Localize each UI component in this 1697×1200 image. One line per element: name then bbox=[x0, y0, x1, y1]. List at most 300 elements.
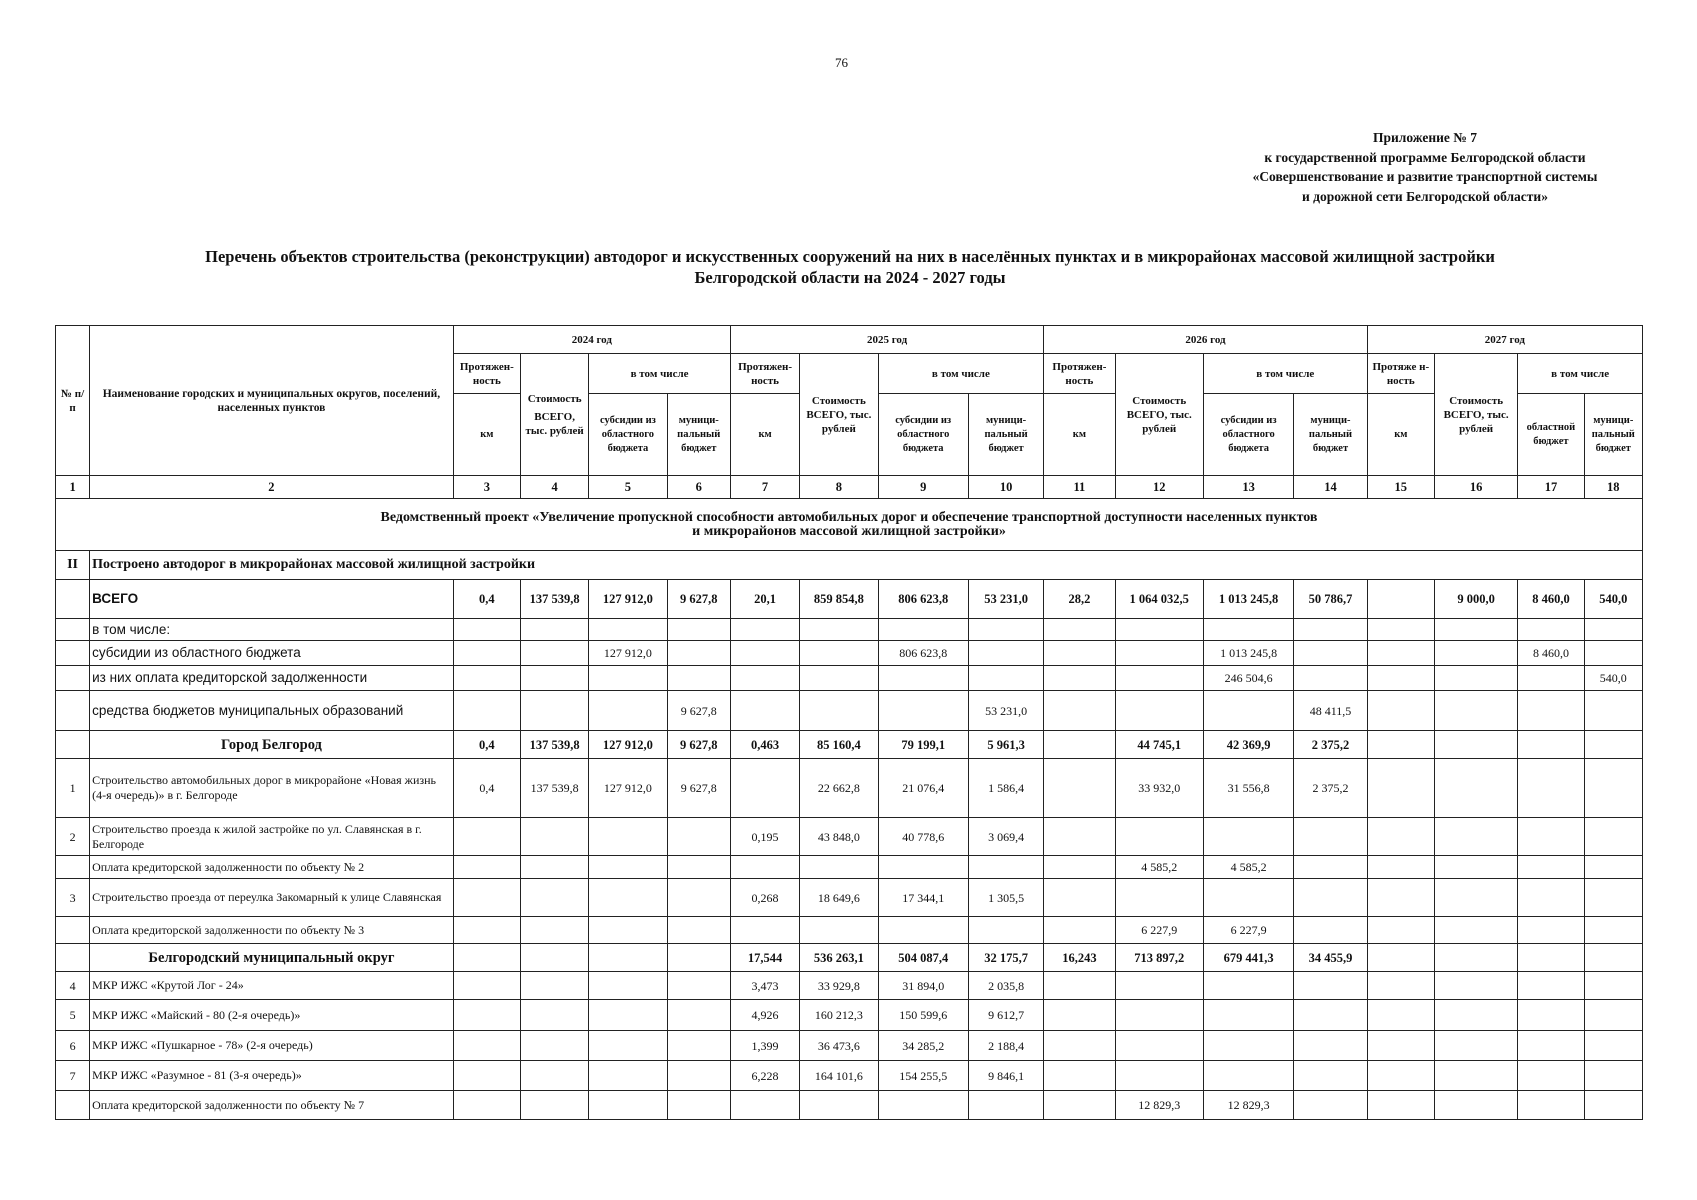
header-incl: в том числе bbox=[878, 354, 1044, 394]
header-subsidy: субсидии из областного бюджета bbox=[878, 394, 968, 476]
value-cell: 85 160,4 bbox=[800, 731, 878, 759]
value-cell bbox=[1367, 1000, 1434, 1031]
appendix-line: «Совершенствование и развитие транспортной системы bbox=[1252, 169, 1598, 184]
value-cell: 137 539,8 bbox=[520, 731, 588, 759]
value-cell: 6,228 bbox=[730, 1061, 799, 1091]
value-cell: 5 961,3 bbox=[968, 731, 1043, 759]
project-line: Ведомственный проект «Увеличение пропускной способности автомобильных дорог и обеспечение транспортной доступности населенных пунктов bbox=[380, 509, 1318, 525]
value-cell bbox=[1434, 1061, 1517, 1091]
value-cell bbox=[453, 944, 520, 972]
header-km: км bbox=[1367, 394, 1434, 476]
value-cell bbox=[453, 666, 520, 691]
value-cell: 34 455,9 bbox=[1294, 944, 1367, 972]
value-cell bbox=[968, 856, 1043, 879]
value-cell: 137 539,8 bbox=[520, 759, 588, 818]
table-row bbox=[56, 944, 1643, 972]
row-name: Строительство проезда к жилой застройке по ул. Славянская в г. Белгороде bbox=[90, 818, 454, 856]
value-cell: 43 848,0 bbox=[800, 818, 878, 856]
value-cell: 0,4 bbox=[453, 759, 520, 818]
value-cell bbox=[1115, 641, 1203, 666]
value-cell: 806 623,8 bbox=[878, 641, 968, 666]
value-cell bbox=[800, 1091, 878, 1120]
value-cell bbox=[1584, 1000, 1642, 1031]
table-row bbox=[56, 619, 1643, 641]
value-cell bbox=[1044, 619, 1115, 641]
value-cell bbox=[1115, 818, 1203, 856]
value-cell: 53 231,0 bbox=[968, 691, 1043, 731]
value-cell: 3,473 bbox=[730, 972, 799, 1000]
row-number bbox=[56, 944, 90, 972]
header-cost: Стоимость ВСЕГО, тыс. рублей bbox=[1434, 354, 1517, 476]
value-cell: 1 013 245,8 bbox=[1203, 641, 1293, 666]
header-municipal: муници-пальный бюджет bbox=[1584, 394, 1642, 476]
value-cell: 9 627,8 bbox=[667, 580, 730, 619]
value-cell: 48 411,5 bbox=[1294, 691, 1367, 731]
value-cell bbox=[800, 917, 878, 944]
value-cell bbox=[1115, 972, 1203, 1000]
header-length: Протяже н-ность bbox=[1367, 354, 1434, 394]
row-number: 7 bbox=[56, 1061, 90, 1091]
value-cell bbox=[1434, 1000, 1517, 1031]
value-cell bbox=[520, 691, 588, 731]
column-number: 7 bbox=[730, 476, 799, 499]
value-cell: 127 912,0 bbox=[589, 759, 667, 818]
value-cell bbox=[1294, 641, 1367, 666]
header-cost-label: Стоимость bbox=[527, 392, 582, 405]
table-row bbox=[56, 972, 1643, 1000]
value-cell bbox=[1434, 818, 1517, 856]
value-cell bbox=[730, 1091, 799, 1120]
value-cell bbox=[1584, 1061, 1642, 1091]
row-name: из них оплата кредиторской задолженности bbox=[90, 666, 454, 691]
row-number bbox=[56, 641, 90, 666]
value-cell bbox=[520, 1061, 588, 1091]
value-cell bbox=[520, 619, 588, 641]
value-cell: 713 897,2 bbox=[1115, 944, 1203, 972]
value-cell bbox=[667, 856, 730, 879]
value-cell: 6 227,9 bbox=[1115, 917, 1203, 944]
value-cell bbox=[589, 619, 667, 641]
value-cell bbox=[1294, 879, 1367, 917]
value-cell bbox=[1367, 944, 1434, 972]
appendix-line: и дорожной сети Белгородской области» bbox=[1302, 188, 1548, 204]
value-cell: 50 786,7 bbox=[1294, 580, 1367, 619]
row-name: Оплата кредиторской задолженности по объекту № 2 bbox=[90, 856, 454, 879]
row-name: средства бюджетов муниципальных образований bbox=[90, 691, 454, 731]
value-cell: 9 000,0 bbox=[1434, 580, 1517, 619]
value-cell bbox=[1367, 972, 1434, 1000]
column-number: 3 bbox=[453, 476, 520, 499]
header-incl: в том числе bbox=[1518, 354, 1643, 394]
value-cell bbox=[1203, 1061, 1293, 1091]
value-cell bbox=[1367, 856, 1434, 879]
value-cell bbox=[1367, 879, 1434, 917]
value-cell bbox=[1044, 818, 1115, 856]
value-cell bbox=[1434, 944, 1517, 972]
row-number bbox=[56, 666, 90, 691]
value-cell: 137 539,8 bbox=[520, 580, 588, 619]
table-row bbox=[56, 641, 1643, 666]
value-cell bbox=[1203, 972, 1293, 1000]
value-cell bbox=[1294, 972, 1367, 1000]
value-cell bbox=[1434, 879, 1517, 917]
value-cell bbox=[878, 619, 968, 641]
value-cell: 4 585,2 bbox=[1115, 856, 1203, 879]
value-cell bbox=[968, 641, 1043, 666]
value-cell bbox=[520, 1031, 588, 1061]
value-cell: 22 662,8 bbox=[800, 759, 878, 818]
value-cell bbox=[453, 856, 520, 879]
value-cell bbox=[589, 1061, 667, 1091]
value-cell bbox=[1518, 944, 1584, 972]
header-regional: областной бюджет bbox=[1518, 394, 1584, 476]
value-cell bbox=[589, 917, 667, 944]
value-cell bbox=[730, 619, 799, 641]
value-cell bbox=[1584, 972, 1642, 1000]
header-cost-2024 bbox=[520, 354, 588, 476]
table-row bbox=[56, 917, 1643, 944]
value-cell: 36 473,6 bbox=[800, 1031, 878, 1061]
row-name: Строительство проезда от переулка Закомарный к улице Славянская bbox=[90, 879, 454, 917]
value-cell bbox=[453, 1091, 520, 1120]
value-cell bbox=[667, 1000, 730, 1031]
table-row bbox=[56, 879, 1643, 917]
value-cell bbox=[1115, 666, 1203, 691]
value-cell bbox=[1584, 619, 1642, 641]
value-cell bbox=[730, 917, 799, 944]
value-cell: 1 305,5 bbox=[968, 879, 1043, 917]
value-cell: 540,0 bbox=[1584, 580, 1642, 619]
value-cell: 1 586,4 bbox=[968, 759, 1043, 818]
value-cell bbox=[1518, 1061, 1584, 1091]
value-cell bbox=[730, 759, 799, 818]
appendix-note bbox=[1180, 128, 1670, 206]
value-cell: 8 460,0 bbox=[1518, 580, 1584, 619]
value-cell: 9 612,7 bbox=[968, 1000, 1043, 1031]
row-name: Город Белгород bbox=[90, 731, 454, 759]
row-name: ВСЕГО bbox=[90, 580, 454, 619]
value-cell bbox=[1518, 879, 1584, 917]
value-cell bbox=[589, 666, 667, 691]
header-cost: Стоимость ВСЕГО, тыс. рублей bbox=[1115, 354, 1203, 476]
value-cell bbox=[968, 666, 1043, 691]
header-incl: в том числе bbox=[589, 354, 731, 394]
value-cell bbox=[1518, 619, 1584, 641]
value-cell: 679 441,3 bbox=[1203, 944, 1293, 972]
value-cell: 4,926 bbox=[730, 1000, 799, 1031]
value-cell: 2 375,2 bbox=[1294, 759, 1367, 818]
value-cell bbox=[1434, 666, 1517, 691]
header-km: км bbox=[1044, 394, 1115, 476]
value-cell: 0,4 bbox=[453, 580, 520, 619]
value-cell bbox=[667, 972, 730, 1000]
value-cell: 12 829,3 bbox=[1115, 1091, 1203, 1120]
column-number: 16 bbox=[1434, 476, 1517, 499]
column-number: 18 bbox=[1584, 476, 1642, 499]
column-number: 11 bbox=[1044, 476, 1115, 499]
value-cell: 31 894,0 bbox=[878, 972, 968, 1000]
value-cell bbox=[1203, 818, 1293, 856]
value-cell: 127 912,0 bbox=[589, 641, 667, 666]
table-row bbox=[56, 1091, 1643, 1120]
header-municipal: муници-пальный бюджет bbox=[968, 394, 1043, 476]
objects-table bbox=[55, 325, 1643, 1120]
value-cell bbox=[453, 1061, 520, 1091]
header-row-years bbox=[56, 326, 1643, 354]
value-cell: 9 846,1 bbox=[968, 1061, 1043, 1091]
appendix-line: к государственной программе Белгородской области bbox=[1264, 149, 1586, 165]
value-cell bbox=[800, 666, 878, 691]
value-cell bbox=[1367, 1091, 1434, 1120]
value-cell bbox=[520, 879, 588, 917]
row-name: субсидии из областного бюджета bbox=[90, 641, 454, 666]
value-cell bbox=[453, 1031, 520, 1061]
row-name: МКР ИЖС «Майский - 80 (2-я очередь)» bbox=[90, 1000, 454, 1031]
value-cell bbox=[1584, 944, 1642, 972]
value-cell bbox=[1584, 917, 1642, 944]
value-cell bbox=[1044, 731, 1115, 759]
value-cell: 33 932,0 bbox=[1115, 759, 1203, 818]
value-cell: 1 013 245,8 bbox=[1203, 580, 1293, 619]
value-cell bbox=[1584, 818, 1642, 856]
value-cell bbox=[800, 691, 878, 731]
value-cell bbox=[1584, 759, 1642, 818]
value-cell bbox=[1518, 856, 1584, 879]
value-cell bbox=[800, 856, 878, 879]
value-cell bbox=[667, 666, 730, 691]
value-cell bbox=[730, 691, 799, 731]
column-number: 6 bbox=[667, 476, 730, 499]
value-cell bbox=[730, 856, 799, 879]
value-cell bbox=[1115, 691, 1203, 731]
value-cell bbox=[667, 1031, 730, 1061]
value-cell: 42 369,9 bbox=[1203, 731, 1293, 759]
value-cell bbox=[589, 944, 667, 972]
value-cell bbox=[1518, 666, 1584, 691]
header-subsidy: субсидии из областного бюджета bbox=[1203, 394, 1293, 476]
value-cell: 9 627,8 bbox=[667, 691, 730, 731]
table-row bbox=[56, 691, 1643, 731]
value-cell bbox=[1294, 818, 1367, 856]
header-year-2027: 2027 год bbox=[1367, 326, 1642, 354]
value-cell: 17 344,1 bbox=[878, 879, 968, 917]
value-cell bbox=[520, 666, 588, 691]
value-cell: 127 912,0 bbox=[589, 580, 667, 619]
value-cell: 1,399 bbox=[730, 1031, 799, 1061]
table-row bbox=[56, 1031, 1643, 1061]
header-cost-sub: ВСЕГО, тыс. рублей bbox=[525, 410, 584, 437]
value-cell bbox=[1294, 1061, 1367, 1091]
value-cell bbox=[667, 641, 730, 666]
value-cell bbox=[589, 1000, 667, 1031]
value-cell: 33 929,8 bbox=[800, 972, 878, 1000]
value-cell: 20,1 bbox=[730, 580, 799, 619]
value-cell bbox=[1584, 731, 1642, 759]
value-cell: 12 829,3 bbox=[1203, 1091, 1293, 1120]
value-cell bbox=[1518, 731, 1584, 759]
value-cell: 79 199,1 bbox=[878, 731, 968, 759]
value-cell: 2 375,2 bbox=[1294, 731, 1367, 759]
table-row bbox=[56, 580, 1643, 619]
value-cell bbox=[589, 691, 667, 731]
column-number: 8 bbox=[800, 476, 878, 499]
value-cell: 34 285,2 bbox=[878, 1031, 968, 1061]
value-cell bbox=[1294, 856, 1367, 879]
header-year-2025: 2025 год bbox=[730, 326, 1043, 354]
column-number: 13 bbox=[1203, 476, 1293, 499]
value-cell: 540,0 bbox=[1584, 666, 1642, 691]
value-cell: 246 504,6 bbox=[1203, 666, 1293, 691]
value-cell bbox=[1434, 1091, 1517, 1120]
value-cell: 53 231,0 bbox=[968, 580, 1043, 619]
value-cell bbox=[878, 856, 968, 879]
value-cell: 31 556,8 bbox=[1203, 759, 1293, 818]
column-number: 5 bbox=[589, 476, 667, 499]
value-cell: 44 745,1 bbox=[1115, 731, 1203, 759]
project-line: и микрорайонов массовой жилищной застройки» bbox=[692, 523, 1006, 539]
column-number: 17 bbox=[1518, 476, 1584, 499]
value-cell bbox=[453, 917, 520, 944]
value-cell bbox=[1584, 856, 1642, 879]
value-cell bbox=[520, 856, 588, 879]
appendix-line: Приложение № 7 bbox=[1373, 130, 1477, 145]
value-cell bbox=[520, 1000, 588, 1031]
value-cell: 160 212,3 bbox=[800, 1000, 878, 1031]
value-cell bbox=[1518, 759, 1584, 818]
row-number: 5 bbox=[56, 1000, 90, 1031]
value-cell bbox=[1115, 1061, 1203, 1091]
value-cell bbox=[520, 917, 588, 944]
value-cell: 0,4 bbox=[453, 731, 520, 759]
header-length: Протяжен-ность bbox=[1044, 354, 1115, 394]
value-cell bbox=[1044, 972, 1115, 1000]
value-cell bbox=[1044, 1061, 1115, 1091]
column-number: 14 bbox=[1294, 476, 1367, 499]
header-municipal: муници-пальный бюджет bbox=[1294, 394, 1367, 476]
value-cell bbox=[1294, 1091, 1367, 1120]
header-length: Протяжен-ность bbox=[730, 354, 799, 394]
value-cell bbox=[878, 1091, 968, 1120]
column-number: 1 bbox=[56, 476, 90, 499]
header-year-2026: 2026 год bbox=[1044, 326, 1367, 354]
value-cell bbox=[1367, 691, 1434, 731]
value-cell bbox=[1584, 691, 1642, 731]
header-incl: в том числе bbox=[1203, 354, 1367, 394]
header-km: км bbox=[730, 394, 799, 476]
title-line: Перечень объектов строительства (реконструкции) автодорог и искусственных сооружений на них в населённых пунктах и в микрорайонах массовой жилищной застройки bbox=[205, 247, 1495, 266]
value-cell: 2 188,4 bbox=[968, 1031, 1043, 1061]
value-cell bbox=[1434, 641, 1517, 666]
value-cell bbox=[1294, 1000, 1367, 1031]
value-cell bbox=[667, 917, 730, 944]
value-cell bbox=[520, 1091, 588, 1120]
value-cell bbox=[1115, 1031, 1203, 1061]
header-year-2024: 2024 год bbox=[453, 326, 730, 354]
row-number bbox=[56, 691, 90, 731]
value-cell bbox=[1294, 666, 1367, 691]
value-cell bbox=[1518, 1091, 1584, 1120]
value-cell: 0,268 bbox=[730, 879, 799, 917]
value-cell bbox=[1434, 1031, 1517, 1061]
row-number bbox=[56, 731, 90, 759]
value-cell bbox=[453, 619, 520, 641]
value-cell bbox=[968, 619, 1043, 641]
row-name: МКР ИЖС «Крутой Лог - 24» bbox=[90, 972, 454, 1000]
header-cost: Стоимость ВСЕГО, тыс. рублей bbox=[800, 354, 878, 476]
row-name: МКР ИЖС «Пушкарное - 78» (2-я очередь) bbox=[90, 1031, 454, 1061]
page-number: 76 bbox=[835, 55, 848, 70]
value-cell bbox=[1367, 666, 1434, 691]
value-cell bbox=[1203, 619, 1293, 641]
section-title: Построено автодорог в микрорайонах массовой жилищной застройки bbox=[90, 551, 1643, 580]
value-cell bbox=[1044, 641, 1115, 666]
header-length: Протяжен-ность bbox=[453, 354, 520, 394]
value-cell bbox=[1294, 1031, 1367, 1061]
value-cell: 9 627,8 bbox=[667, 759, 730, 818]
header-municipal: муници-пальный бюджет bbox=[667, 394, 730, 476]
value-cell bbox=[1044, 879, 1115, 917]
value-cell: 32 175,7 bbox=[968, 944, 1043, 972]
value-cell bbox=[878, 666, 968, 691]
header-num: № п/п bbox=[56, 326, 90, 476]
row-number: 4 bbox=[56, 972, 90, 1000]
value-cell: 806 623,8 bbox=[878, 580, 968, 619]
value-cell bbox=[1367, 759, 1434, 818]
value-cell: 40 778,6 bbox=[878, 818, 968, 856]
value-cell bbox=[667, 1061, 730, 1091]
column-number: 12 bbox=[1115, 476, 1203, 499]
value-cell bbox=[453, 818, 520, 856]
header-km: км bbox=[453, 394, 520, 476]
value-cell bbox=[1115, 619, 1203, 641]
value-cell bbox=[589, 856, 667, 879]
value-cell bbox=[1367, 917, 1434, 944]
row-name: МКР ИЖС «Разумное - 81 (3-я очередь)» bbox=[90, 1061, 454, 1091]
value-cell bbox=[1434, 972, 1517, 1000]
value-cell bbox=[1115, 1000, 1203, 1031]
value-cell bbox=[520, 818, 588, 856]
value-cell bbox=[453, 879, 520, 917]
value-cell bbox=[453, 641, 520, 666]
header-subsidy: субсидии из областного бюджета bbox=[589, 394, 667, 476]
column-number: 10 bbox=[968, 476, 1043, 499]
row-name: Оплата кредиторской задолженности по объекту № 7 bbox=[90, 1091, 454, 1120]
column-numbers-row bbox=[56, 476, 1643, 499]
value-cell bbox=[1367, 619, 1434, 641]
value-cell bbox=[1518, 917, 1584, 944]
row-name: Оплата кредиторской задолженности по объекту № 3 bbox=[90, 917, 454, 944]
value-cell bbox=[1203, 879, 1293, 917]
value-cell bbox=[1294, 619, 1367, 641]
value-cell: 2 035,8 bbox=[968, 972, 1043, 1000]
value-cell bbox=[589, 1031, 667, 1061]
value-cell bbox=[1115, 879, 1203, 917]
value-cell bbox=[1434, 691, 1517, 731]
value-cell bbox=[1044, 759, 1115, 818]
value-cell bbox=[1518, 691, 1584, 731]
value-cell bbox=[1367, 580, 1434, 619]
row-number bbox=[56, 619, 90, 641]
value-cell bbox=[878, 917, 968, 944]
value-cell bbox=[667, 944, 730, 972]
table-row bbox=[56, 1061, 1643, 1091]
value-cell bbox=[1203, 1000, 1293, 1031]
row-number bbox=[56, 856, 90, 879]
value-cell bbox=[878, 691, 968, 731]
value-cell bbox=[1434, 856, 1517, 879]
value-cell: 4 585,2 bbox=[1203, 856, 1293, 879]
document-title bbox=[60, 246, 1640, 288]
